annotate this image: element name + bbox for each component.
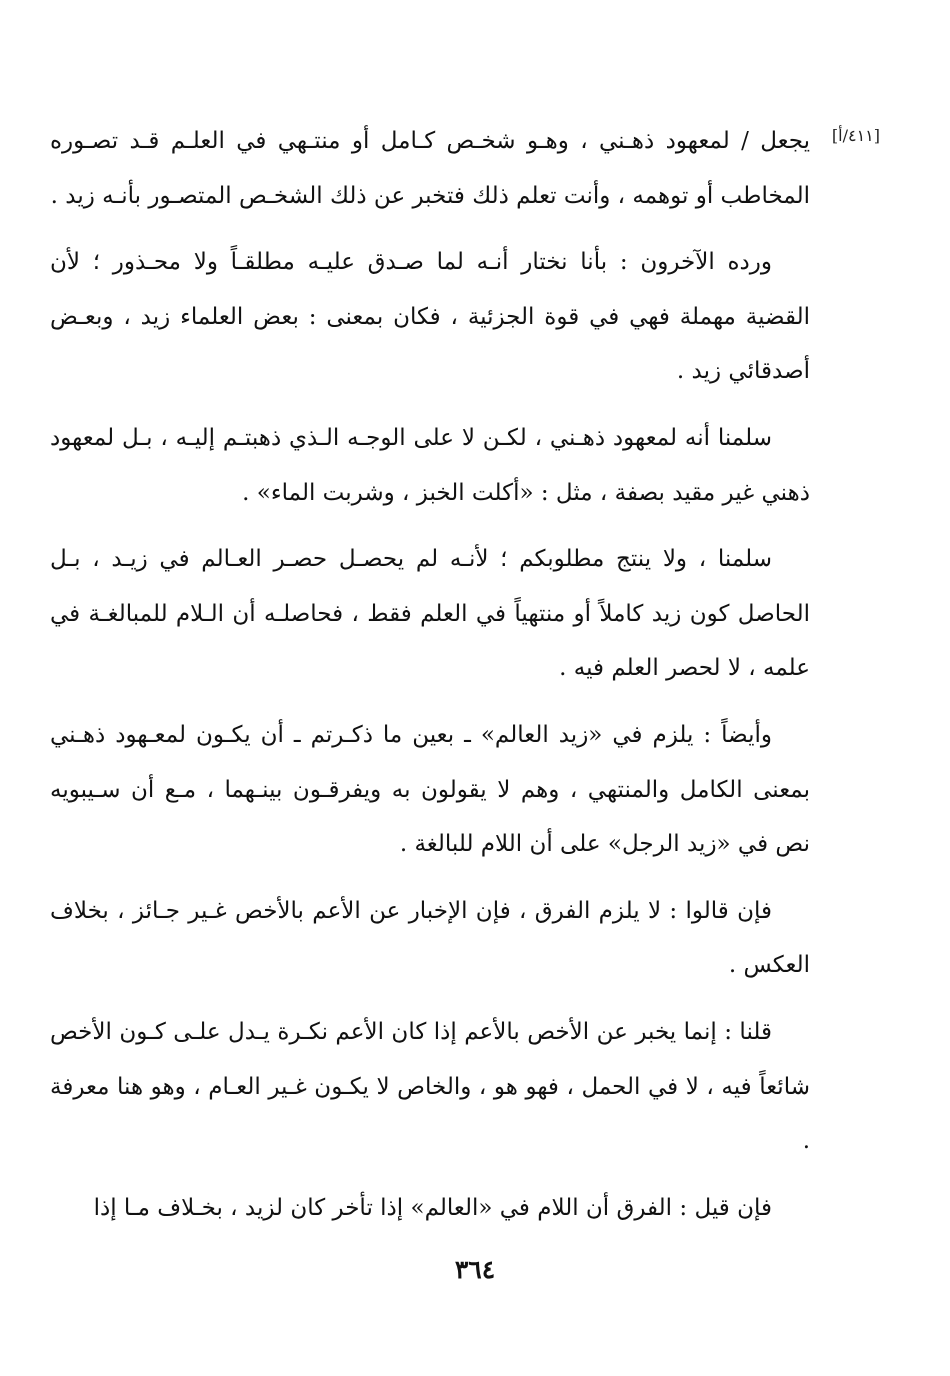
paragraph-1: يجعل / لمعهود ذهـني ، وهـو شخـص كـامل أو منتـهي في العلـم قـد تصـوره المخاطب أو توهمه ، وأنت تعلم ذلك فتخبر عن ذلك الشخـص المتصـور بأنـه زيد .: [50, 128, 810, 209]
paragraph-2: ورده الآخرون : بأنا نختار أنـه لما صـدق عليـه مطلقـاً ولا محـذور ؛ لأن القضية مهملة فهي في قوة الجزئية ، فكان بمعنى : بعض العلماء زيد ، وبعـض أصدقائي زيد .: [50, 249, 810, 385]
paragraph-3: سلمنا أنه لمعهود ذهـني ، لكـن لا على الوجـه الـذي ذهبتـم إليـه ، بـل لمعهود ذهني غير مقيد بصفة ، مثل : «أكلت الخبز ، وشربت الماء» .: [50, 424, 810, 506]
paragraph-6: فإن قالوا : لا يلزم الفرق ، فإن الإخبار عن الأعم بالأخص غـير جـائز ، بخلاف العكس .: [50, 897, 810, 979]
paragraph-5: وأيضاً : يلزم في «زيد العالم» ـ بعين ما ذكـرتم ـ أن يكـون لمعـهود ذهـني بمعنى الكامل والمنتهي ، وهم لا يقولون به ويفرقـون بينـهما ، مـع أن سـيبويه نص في «زيد الرجل» على أن اللام للبالغة .: [50, 721, 810, 858]
page-number: ٣٦٤: [454, 1255, 496, 1284]
paragraph-7: قلنا : إنما يخبر عن الأخص بالأعم إذا كان الأعم نكـرة يـدل علـى كـون الأخص شائعاً فيه ، لا في الحمل ، فهو هو ، والخاص لا يكـون غـير العـام ، وهو هنا معرفة .: [50, 1018, 810, 1155]
main-text-block: [50, 114, 810, 1247]
paragraph-4: سلمنا ، ولا ينتج مطلوبكم ؛ لأنـه لم يحصـل حصـر العـالم في زيـد ، بـل الحاصل كون زيد كاملاً أو منتهياً في العلم فقط ، فحاصلـه أن الـلام للمبالغـة في علمه ، لا لحصر العلم فيه .: [50, 546, 810, 682]
paragraph-8: فإن قيل : الفرق أن اللام في «العالم» إذا تأخر كان لزيد ، بخـلاف مـا إذا: [93, 1194, 772, 1221]
marginal-folio-note: [٤١١/أ]: [831, 126, 880, 145]
